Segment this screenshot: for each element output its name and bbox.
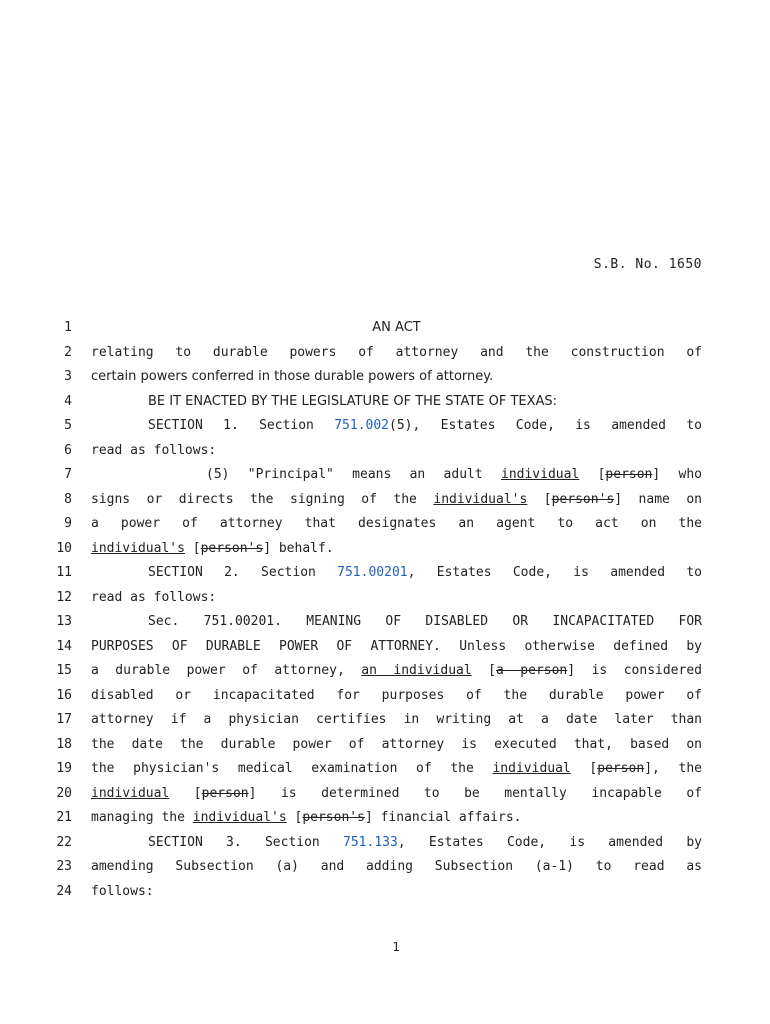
line-text bbox=[91, 855, 702, 880]
line-text bbox=[91, 390, 702, 415]
line-text bbox=[91, 439, 702, 464]
deleted-text: person bbox=[201, 785, 249, 801]
line-text bbox=[91, 365, 702, 390]
text-line bbox=[0, 488, 770, 513]
text-segment: AN ACT bbox=[372, 320, 421, 335]
text-segment: attorney if a physician certifies in writing at a date later than bbox=[91, 712, 702, 727]
text-segment: certain powers conferred in those durable powers of attorney. bbox=[91, 369, 494, 384]
text-line bbox=[0, 537, 770, 562]
line-number: 15 bbox=[56, 663, 72, 678]
text-segment: Sec. 751.00201. MEANING OF DISABLED OR INCAPACITATED FOR bbox=[148, 614, 702, 629]
text-segment: ] is determined to be mentally incapable of bbox=[248, 785, 703, 801]
text-segment: read as follows: bbox=[91, 442, 217, 458]
text-line bbox=[0, 365, 770, 390]
text-segment: a power of attorney that designates an agent to act on the bbox=[91, 516, 702, 531]
text-line bbox=[0, 635, 770, 660]
text-line bbox=[0, 733, 770, 758]
line-text bbox=[91, 831, 702, 856]
line-text bbox=[91, 635, 702, 660]
text-line bbox=[0, 684, 770, 709]
inserted-text: individual's bbox=[91, 540, 185, 556]
text-segment: amending Subsection (a) and adding Subsection (a-1) to read as bbox=[91, 859, 702, 874]
text-segment: signs or directs the signing of the bbox=[91, 491, 434, 507]
text-line bbox=[0, 855, 770, 880]
line-text bbox=[91, 708, 702, 733]
line-text bbox=[91, 880, 702, 905]
line-number: 4 bbox=[64, 393, 72, 409]
text-segment: [ bbox=[471, 663, 496, 678]
text-line bbox=[0, 341, 770, 366]
line-text bbox=[91, 806, 702, 831]
line-number: 14 bbox=[56, 638, 72, 654]
text-line bbox=[0, 757, 770, 782]
line-number: 2 bbox=[64, 344, 72, 360]
inserted-text: individual bbox=[91, 785, 170, 801]
line-number: 21 bbox=[56, 810, 72, 825]
text-line bbox=[0, 782, 770, 807]
line-number: 16 bbox=[56, 687, 72, 703]
inserted-text: individual's bbox=[192, 810, 287, 825]
line-text bbox=[91, 463, 702, 488]
line-text bbox=[91, 757, 702, 782]
line-text bbox=[91, 488, 702, 513]
line-number: 19 bbox=[56, 761, 72, 776]
deleted-text: person's bbox=[200, 540, 264, 556]
text-line bbox=[0, 561, 770, 586]
deleted-text: person bbox=[605, 467, 653, 482]
text-segment: read as follows: bbox=[91, 589, 217, 605]
line-text bbox=[91, 586, 702, 611]
line-number: 11 bbox=[56, 565, 72, 580]
text-line bbox=[0, 463, 770, 488]
line-number: 1 bbox=[64, 320, 72, 335]
text-segment: a durable power of attorney, bbox=[91, 663, 362, 678]
line-text bbox=[91, 684, 702, 709]
text-segment: follows: bbox=[91, 883, 154, 899]
line-text bbox=[91, 610, 702, 635]
line-number: 9 bbox=[64, 516, 72, 531]
text-segment: [ bbox=[286, 810, 303, 825]
deleted-text: a person bbox=[495, 663, 568, 678]
text-segment: (5), Estates Code, is amended to bbox=[389, 418, 702, 433]
text-line bbox=[0, 806, 770, 831]
line-number: 17 bbox=[56, 712, 72, 727]
text-segment: SECTION 1. Section bbox=[148, 418, 335, 433]
text-segment: , Estates Code, is amended by bbox=[397, 834, 702, 850]
text-segment: ] financial affairs. bbox=[364, 810, 522, 825]
line-number: 13 bbox=[56, 614, 72, 629]
text-line bbox=[0, 586, 770, 611]
text-segment: SECTION 2. Section bbox=[148, 565, 338, 580]
line-text bbox=[91, 341, 702, 366]
line-number: 5 bbox=[64, 418, 72, 433]
page-number: 1 bbox=[392, 940, 400, 954]
inserted-text: an individual bbox=[361, 663, 472, 678]
text-line bbox=[0, 390, 770, 415]
line-text bbox=[91, 561, 702, 586]
text-segment: managing the bbox=[91, 810, 193, 825]
deleted-text: person's bbox=[551, 491, 615, 507]
line-text bbox=[91, 733, 702, 758]
line-number: 24 bbox=[56, 883, 72, 899]
line-number: 20 bbox=[56, 785, 72, 801]
bill-text bbox=[0, 316, 770, 904]
line-text bbox=[91, 659, 702, 684]
text-segment: relating to durable powers of attorney and the construction of bbox=[91, 344, 702, 360]
deleted-text: person bbox=[597, 761, 645, 776]
text-segment: [ bbox=[570, 761, 598, 776]
text-segment: disabled or incapacitated for purposes of the durable power of bbox=[91, 687, 702, 703]
text-line bbox=[0, 512, 770, 537]
text-segment: the physician's medical examination of the bbox=[91, 761, 493, 776]
statute-link[interactable]: 751.002 bbox=[334, 418, 390, 433]
statute-link[interactable]: 751.00201 bbox=[337, 565, 408, 580]
text-segment: [ bbox=[579, 467, 606, 482]
text-segment: PURPOSES OF DURABLE POWER OF ATTORNEY. Unless otherwise defined by bbox=[91, 638, 702, 654]
text-segment: BE IT ENACTED BY THE LEGISLATURE OF THE STATE OF TEXAS: bbox=[148, 393, 558, 409]
line-number: 23 bbox=[56, 859, 72, 874]
line-number: 6 bbox=[64, 442, 72, 458]
line-text bbox=[91, 316, 702, 341]
inserted-text: individual bbox=[492, 761, 571, 776]
text-segment: the date the durable power of attorney is executed that, based on bbox=[91, 736, 702, 752]
line-text bbox=[91, 414, 702, 439]
text-segment: [ bbox=[527, 491, 552, 507]
text-line bbox=[0, 880, 770, 905]
line-number: 10 bbox=[56, 540, 72, 556]
line-number: 12 bbox=[56, 589, 72, 605]
text-segment: ] who bbox=[652, 467, 702, 482]
line-number: 18 bbox=[56, 736, 72, 752]
text-line bbox=[0, 659, 770, 684]
text-segment: ] name on bbox=[614, 491, 702, 507]
bill-number: S.B. No. 1650 bbox=[593, 257, 702, 272]
text-line bbox=[0, 610, 770, 635]
text-line bbox=[0, 414, 770, 439]
statute-link[interactable]: 751.133 bbox=[343, 834, 398, 850]
text-segment: (5) "Principal" means an adult bbox=[206, 467, 501, 482]
text-line bbox=[0, 831, 770, 856]
line-number: 3 bbox=[64, 369, 72, 384]
deleted-text: person's bbox=[302, 810, 365, 825]
text-segment: [ bbox=[184, 540, 201, 556]
text-line bbox=[0, 708, 770, 733]
line-text bbox=[91, 782, 702, 807]
text-segment: ] is considered bbox=[567, 663, 702, 678]
line-number: 7 bbox=[64, 467, 72, 482]
text-segment: ], the bbox=[644, 761, 703, 776]
line-number: 8 bbox=[64, 491, 72, 507]
line-number: 22 bbox=[56, 834, 72, 850]
text-segment: SECTION 3. Section bbox=[148, 834, 344, 850]
text-segment: ] behalf. bbox=[263, 540, 334, 556]
inserted-text: individual's bbox=[433, 491, 528, 507]
inserted-text: individual bbox=[501, 467, 580, 482]
line-text bbox=[91, 537, 702, 562]
line-text bbox=[91, 512, 702, 537]
text-line bbox=[0, 316, 770, 341]
text-segment: , Estates Code, is amended to bbox=[407, 565, 702, 580]
text-segment: [ bbox=[169, 785, 202, 801]
text-line bbox=[0, 439, 770, 464]
